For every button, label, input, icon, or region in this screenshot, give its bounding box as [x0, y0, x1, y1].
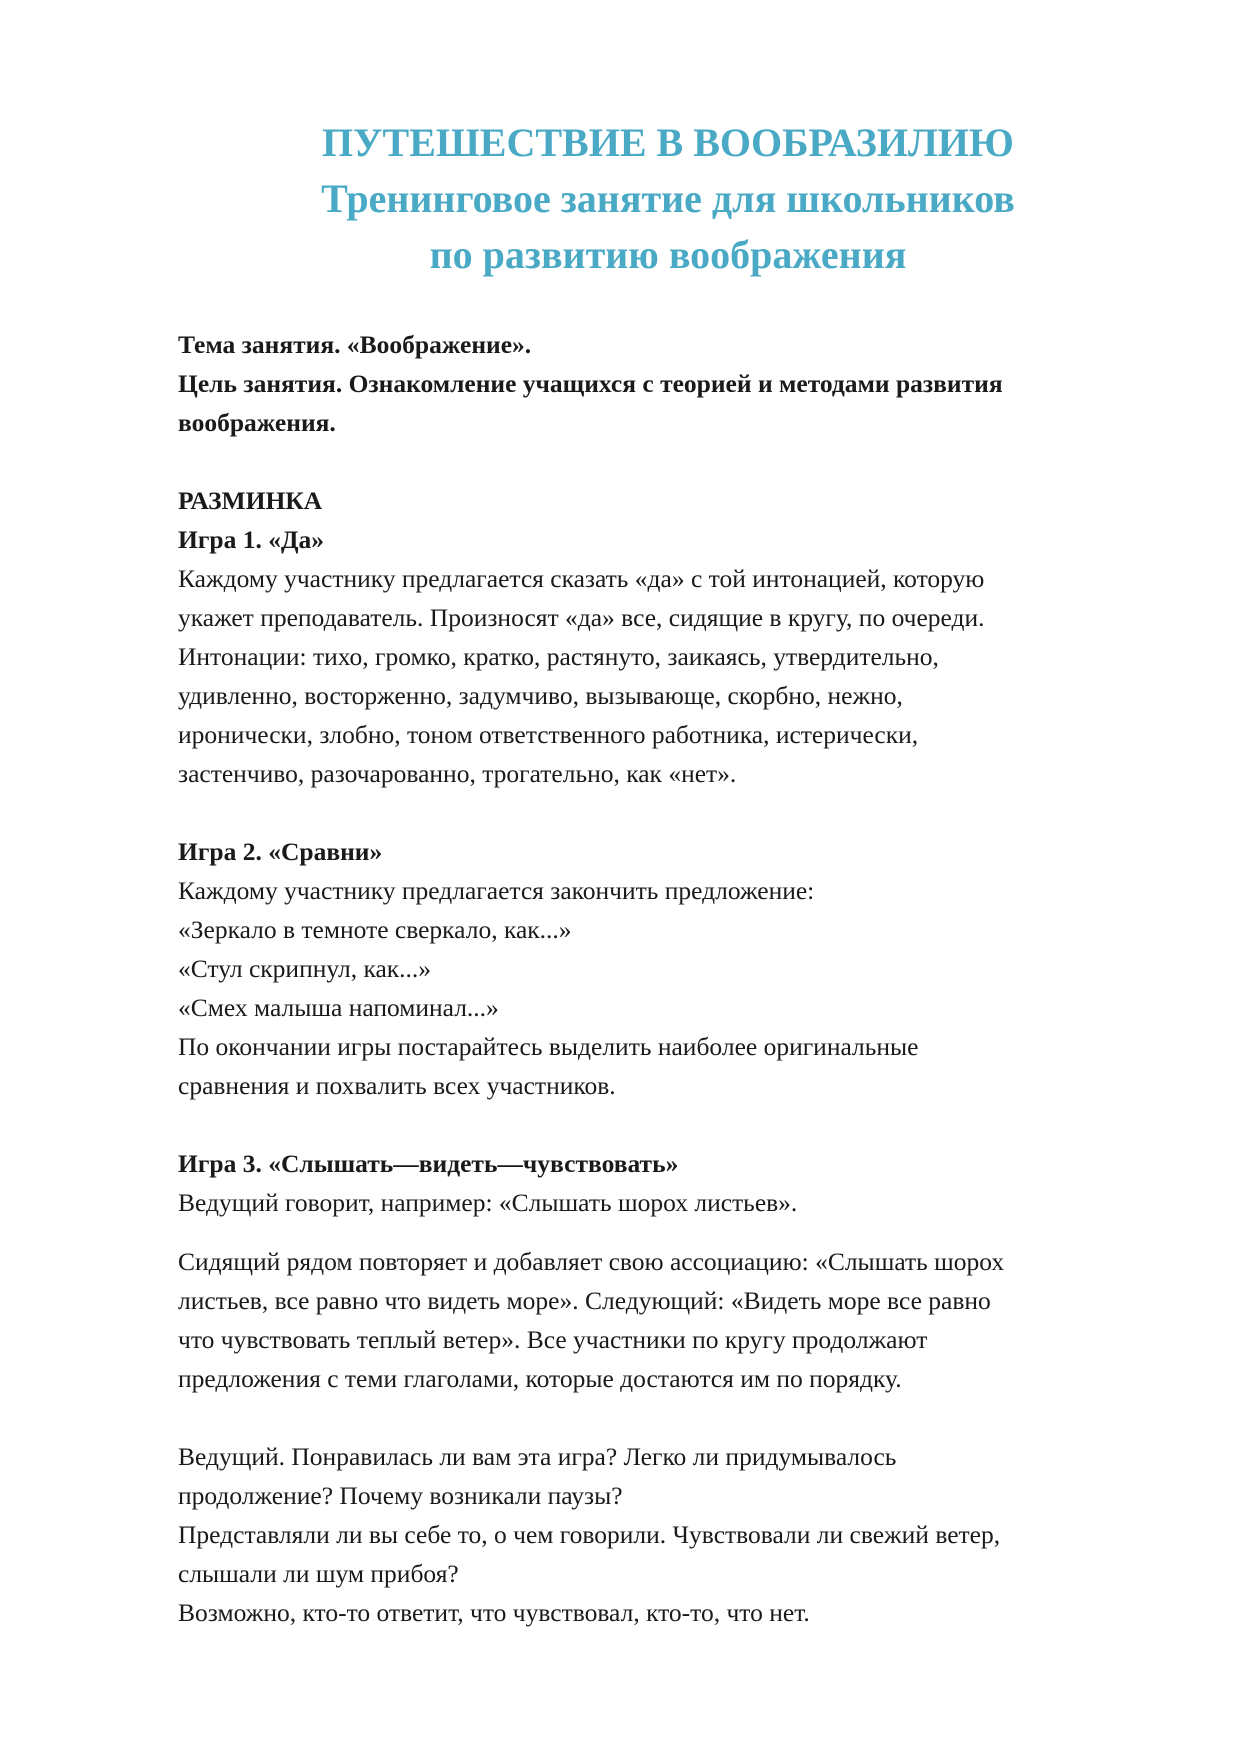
- game-2-text-line: Каждому участнику предлагается закончить предложение:: [178, 876, 815, 905]
- game-1-text-line: Каждому участнику предлагается сказать «да» с той интонацией, которую: [178, 564, 985, 593]
- game-3-text-line: предложения с теми глаголами, которые достаются им по порядку.: [178, 1364, 902, 1393]
- game-2-text-line: «Зеркало в темноте сверкало, как...»: [178, 915, 572, 944]
- document-body: [178, 325, 1138, 1632]
- game-3-title: Игра 3. «Слышать—видеть—чувствовать»: [178, 1149, 679, 1178]
- game-2-text-line: По окончании игры постарайтесь выделить наиболее оригинальные: [178, 1032, 919, 1061]
- lesson-topic: Тема занятия. «Воображение».: [178, 330, 532, 359]
- game-1-text-line: иронически, злобно, тоном ответственного работника, истерически,: [178, 720, 919, 749]
- game-3-discussion-line: Представляли ли вы себе то, о чем говорили. Чувствовали ли свежий ветер,: [178, 1520, 1001, 1549]
- title-subtitle-line-2: по развитию воображения: [429, 232, 907, 277]
- game-1-text-line: удивленно, восторженно, задумчиво, вызывающе, скорбно, нежно,: [178, 681, 903, 710]
- game-3-text-line: листьев, все равно что видеть море». Следующий: «Видеть море все равно: [178, 1286, 991, 1315]
- game-3-discussion-line: Возможно, кто-то ответит, что чувствовал, кто-то, что нет.: [178, 1598, 810, 1627]
- spacer: [178, 1222, 1138, 1242]
- lesson-goal-line-1: Цель занятия. Ознакомление учащихся с теорией и методами развития: [178, 369, 1003, 398]
- title-block: [0, 115, 1240, 283]
- spacer: [178, 442, 1138, 481]
- game-3-text-line: Сидящий рядом повторяет и добавляет свою ассоциацию: «Слышать шорох: [178, 1247, 1005, 1276]
- spacer: [178, 793, 1138, 832]
- warmup-heading: РАЗМИНКА: [178, 486, 323, 515]
- game-1-text-line: застенчиво, разочарованно, трогательно, как «нет».: [178, 759, 737, 788]
- game-3-discussion-line: Ведущий. Понравилась ли вам эта игра? Легко ли придумывалось: [178, 1442, 897, 1471]
- game-1-text-line: укажет преподаватель. Произносят «да» все, сидящие в кругу, по очереди.: [178, 603, 985, 632]
- game-1-text-line: Интонации: тихо, громко, кратко, растянуто, заикаясь, утвердительно,: [178, 642, 939, 671]
- game-3-text-line: что чувствовать теплый ветер». Все участники по кругу продолжают: [178, 1325, 928, 1354]
- game-3-intro-line: Ведущий говорит, например: «Слышать шорох листьев».: [178, 1188, 798, 1217]
- game-3-discussion-line: продолжение? Почему возникали паузы?: [178, 1481, 623, 1510]
- spacer: [178, 1105, 1138, 1144]
- game-2-title: Игра 2. «Сравни»: [178, 837, 383, 866]
- game-3-discussion-line: слышали ли шум прибоя?: [178, 1559, 459, 1588]
- game-2-text-line: «Стул скрипнул, как...»: [178, 954, 432, 983]
- game-2-text-line: сравнения и похвалить всех участников.: [178, 1071, 616, 1100]
- title-main: ПУТЕШЕСТВИЕ В ВООБРАЗИЛИЮ: [322, 120, 1014, 165]
- game-1-title: Игра 1. «Да»: [178, 525, 325, 554]
- title-subtitle-line-1: Тренинговое занятие для школьников: [321, 176, 1015, 221]
- game-2-text-line: «Смех малыша напоминал...»: [178, 993, 499, 1022]
- spacer: [178, 1398, 1138, 1437]
- lesson-goal-line-2: воображения.: [178, 408, 336, 437]
